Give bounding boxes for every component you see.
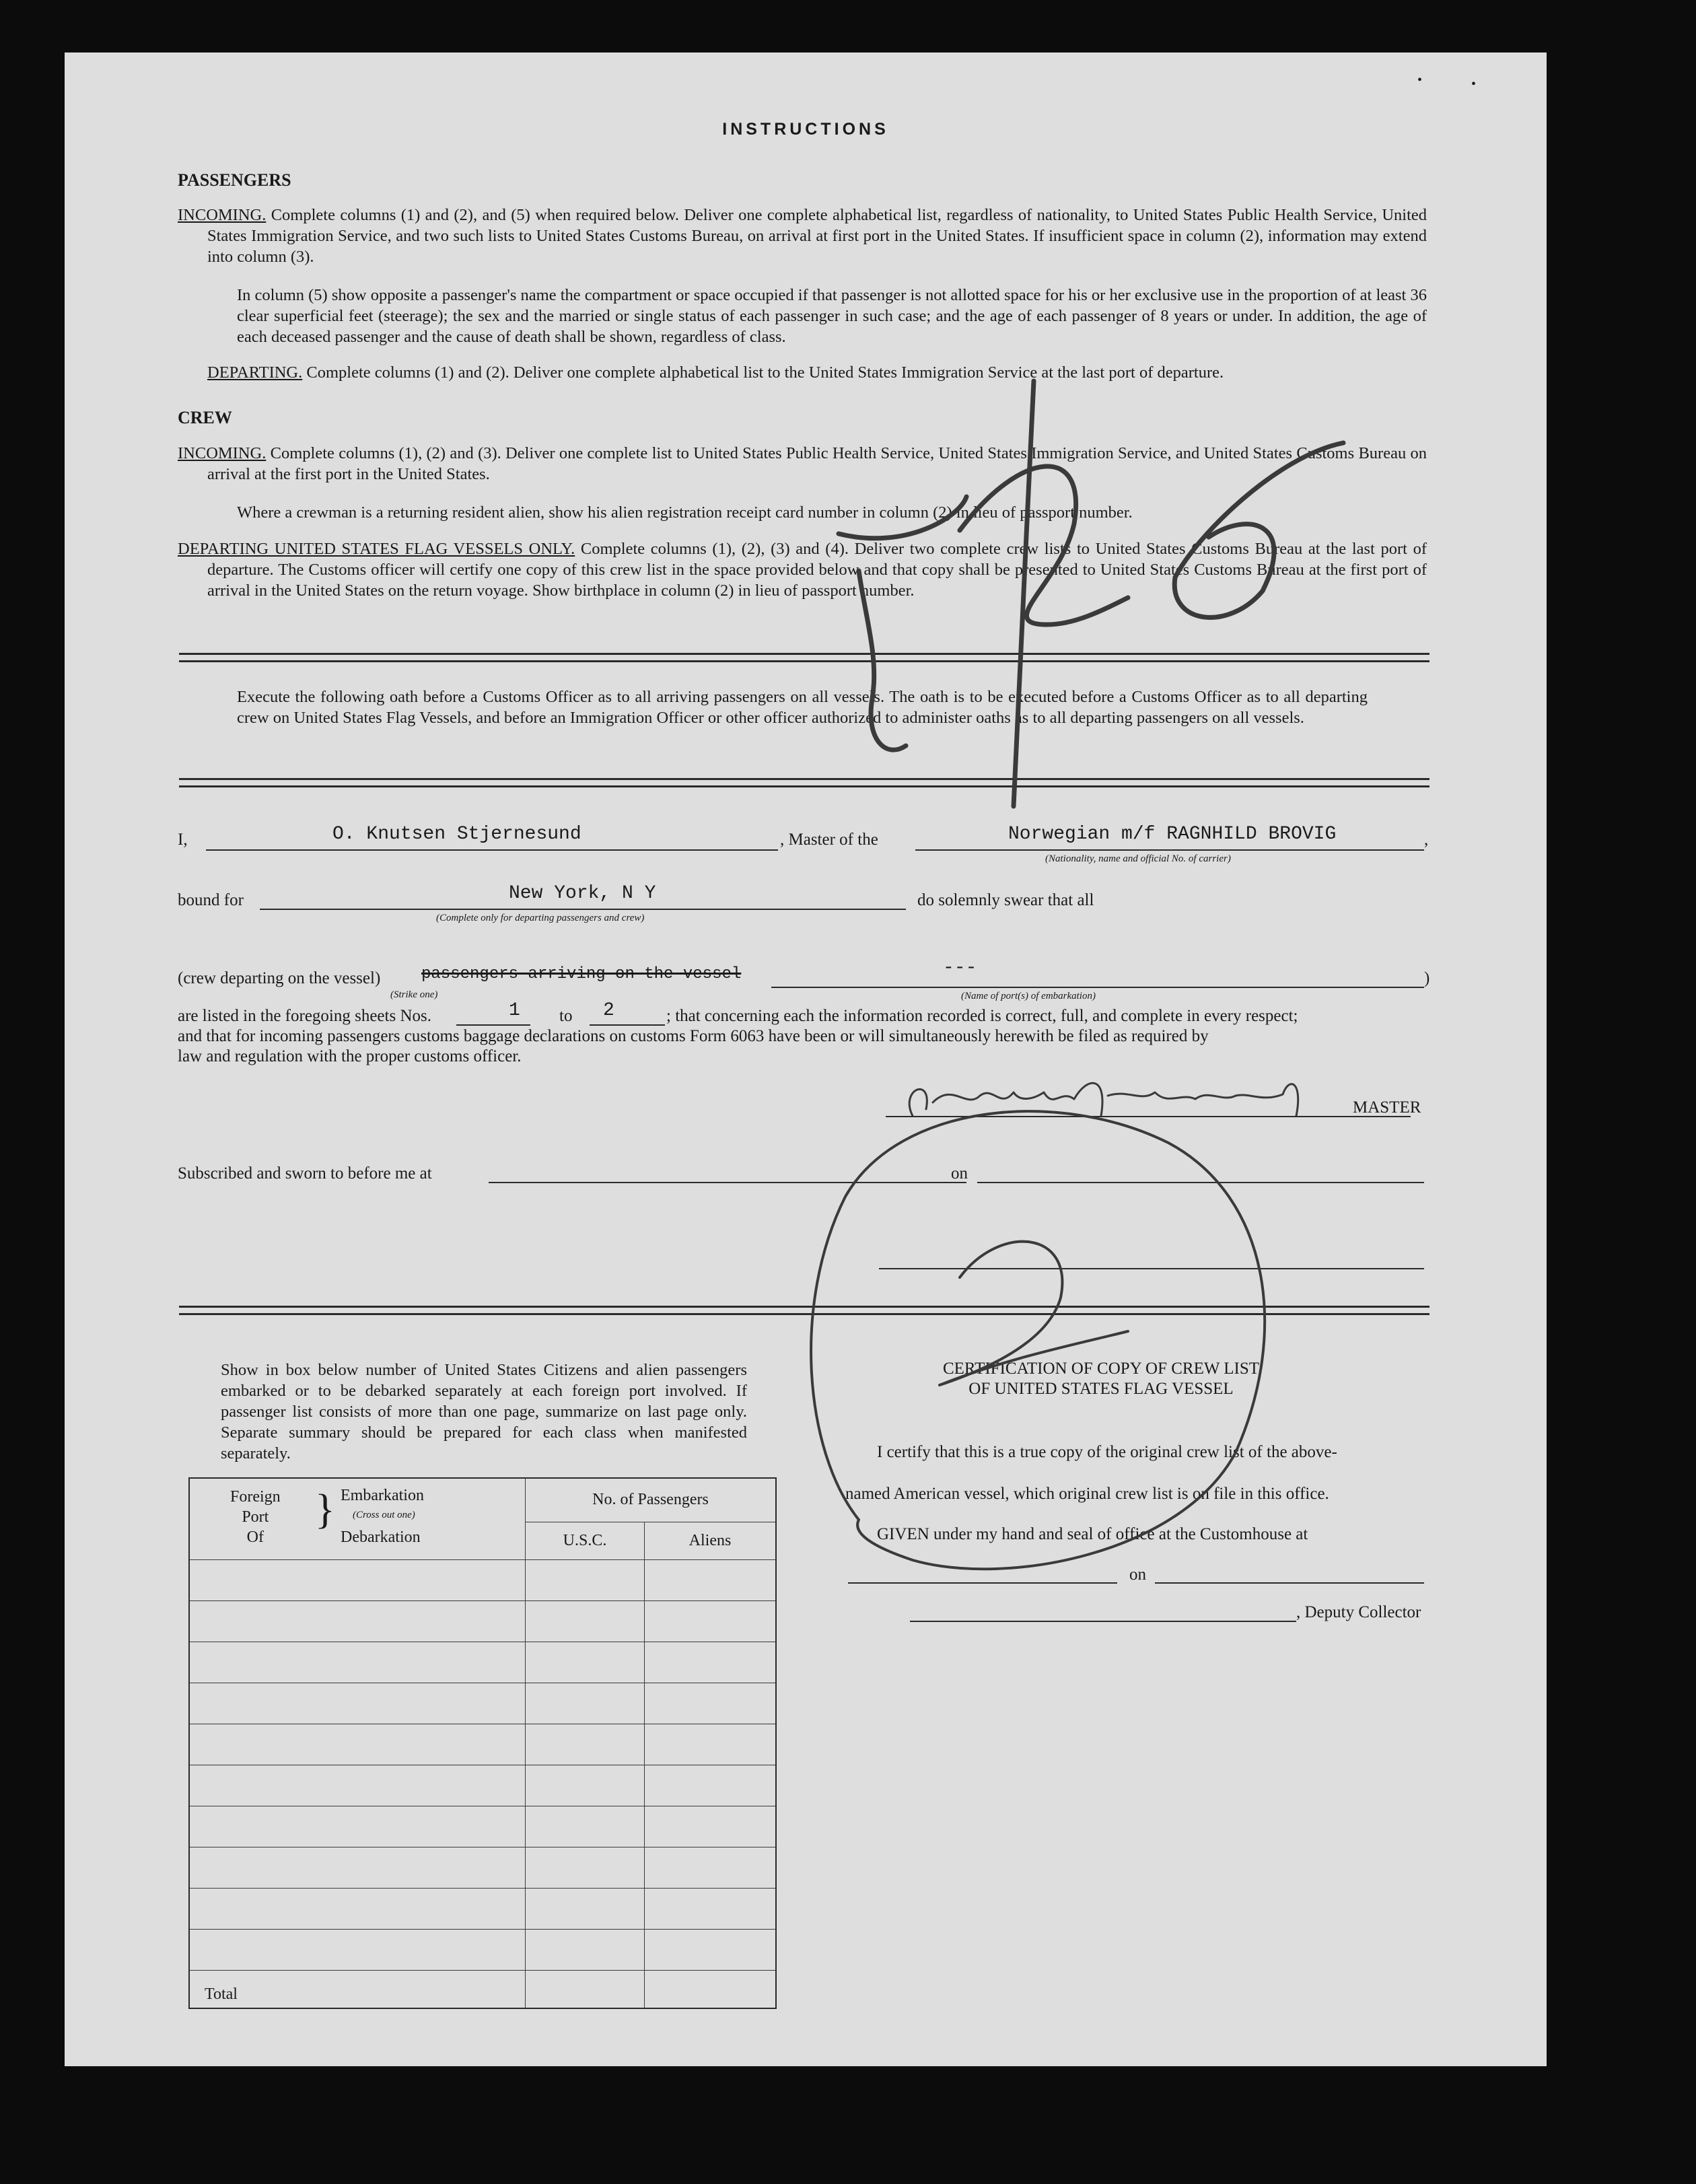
document-sheet bbox=[65, 52, 1547, 2066]
certification-heading-2: OF UNITED STATES FLAG VESSEL bbox=[968, 1380, 1234, 1398]
corner-mark: • bbox=[1417, 73, 1423, 87]
foreign-label: Foreign bbox=[230, 1488, 281, 1506]
of-label: Of bbox=[246, 1528, 264, 1546]
certification-line-3: GIVEN under my hand and seal of office at the Customhouse at bbox=[877, 1525, 1308, 1543]
circled-number bbox=[811, 1111, 1265, 1569]
pencil-stroke bbox=[1174, 443, 1343, 617]
listed-line3: law and regulation with the proper customs officer. bbox=[178, 1047, 522, 1065]
oath-instructions: Execute the following oath before a Customs Officer as to all arriving passengers on all vessels. The oath is to be executed before a Customs Officer as to all departing crew on United States Flag Vessels, and before an Immigration Officer or other officer authorized to administer oaths as to all departing passengers on all vessels. bbox=[237, 688, 1368, 727]
crew-incoming-label: INCOMING. bbox=[178, 444, 267, 462]
page-title: INSTRUCTIONS bbox=[722, 120, 889, 139]
destination-caption: (Complete only for departing passengers and crew) bbox=[436, 913, 645, 923]
subscribed-label: Subscribed and sworn to before me at bbox=[178, 1164, 432, 1183]
handwritten-annotations bbox=[65, 52, 1547, 2066]
brace: } bbox=[315, 1487, 335, 1533]
master-name-value: O. Knutsen Stjernesund bbox=[332, 824, 581, 845]
to-label: to bbox=[559, 1007, 573, 1025]
certification-on-label: on bbox=[1129, 1565, 1146, 1584]
certification-line-1: I certify that this is a true copy of the original crew list of the above- bbox=[877, 1443, 1337, 1461]
pencil-stroke bbox=[960, 466, 1128, 625]
certification-heading-1: CERTIFICATION OF COPY OF CREW LIST bbox=[942, 1360, 1260, 1378]
usc-header: U.S.C. bbox=[526, 1522, 645, 1559]
vessel-value: Norwegian m/f RAGNHILD BROVIG bbox=[1008, 824, 1337, 845]
debarkation-label: Debarkation bbox=[341, 1528, 421, 1546]
listed-line2: and that for incoming passengers customs baggage declarations on customs Form 6063 have been or will simultaneously herewith be filed as required by bbox=[178, 1027, 1209, 1045]
crew-departing-text: Complete columns (1), (2), (3) and (4). Deliver two complete crew lists to United States Customs Bureau at the last port of departure. The Customs officer will certify one copy of this crew list in the space provided below and that copy shall be presented to United States Customs Bureau at the first port of arrival in the United States on the return voyage. Show birthplace in column (2) in lieu of passport number. bbox=[207, 540, 1427, 600]
destination-value: New York, N Y bbox=[509, 883, 656, 904]
sheet-to-value: 2 bbox=[603, 1000, 614, 1021]
subscribed-on-label: on bbox=[951, 1164, 968, 1183]
pencil-stroke bbox=[859, 571, 906, 750]
port-label: Port bbox=[242, 1508, 269, 1526]
strike-caption: (Strike one) bbox=[390, 989, 438, 1000]
ports-caption: (Name of port(s) of embarkation) bbox=[961, 991, 1096, 1001]
crew-heading: CREW bbox=[178, 408, 232, 427]
corner-mark: • bbox=[1471, 77, 1477, 92]
passengers-departing-text: Complete columns (1) and (2). Deliver one complete alphabetical list to the United States Immigration Service at the last port of departure. bbox=[302, 363, 1224, 382]
pencil-stroke bbox=[839, 497, 966, 538]
pencil-stroke bbox=[1014, 381, 1034, 806]
embarkation-label: Embarkation bbox=[341, 1487, 424, 1504]
crew-departing-label: DEPARTING UNITED STATES FLAG VESSELS ONLY. bbox=[178, 540, 575, 558]
master-label: MASTER bbox=[1353, 1098, 1421, 1117]
struck-passengers-text: passengers arriving on the vessel bbox=[421, 965, 742, 983]
comma: , bbox=[1424, 831, 1429, 849]
crew-resident-paragraph: Where a crewman is a returning resident alien, show his alien registration receipt card number in column (2) in lieu of passport number. bbox=[237, 503, 1133, 522]
summary-instructions: Show in box below number of United States Citizens and alien passengers embarked or to be debarked separately at each foreign port involved. If passenger list consists of more than one page, summarize on last page only. Separate summary should be prepared for each class when manifested separately. bbox=[221, 1361, 747, 1463]
passengers-heading: PASSENGERS bbox=[178, 170, 291, 190]
total-label: Total bbox=[189, 1971, 526, 2008]
aliens-header: Aliens bbox=[645, 1522, 777, 1559]
ports-value: --- bbox=[943, 958, 977, 979]
passengers-incoming-label: INCOMING. bbox=[178, 206, 267, 224]
listed-rest: ; that concerning each the information recorded is correct, full, and complete in every respect; bbox=[666, 1007, 1298, 1025]
crew-incoming-text: Complete columns (1), (2) and (3). Deliver one complete list to United States Public Health Service, United States Immigration Service, and United States Customs Bureau on arrival at the first port in the United States. bbox=[207, 444, 1427, 483]
close-paren: ) bbox=[1424, 969, 1430, 987]
sheet-from-value: 1 bbox=[509, 1000, 520, 1021]
master-of-label: , Master of the bbox=[780, 831, 878, 849]
passengers-departing-label: DEPARTING. bbox=[207, 363, 303, 382]
deputy-collector-label: , Deputy Collector bbox=[1296, 1603, 1421, 1621]
certification-line-2: named American vessel, which original crew list is on file in this office. bbox=[845, 1485, 1329, 1503]
crew-departing-label: (crew departing on the vessel) bbox=[178, 969, 381, 987]
no-of-passengers-header: No. of Passengers bbox=[526, 1478, 777, 1522]
handwritten-two bbox=[940, 1242, 1128, 1385]
listed-label: are listed in the foregoing sheets Nos. bbox=[178, 1007, 431, 1025]
vessel-caption: (Nationality, name and official No. of carrier) bbox=[1045, 853, 1231, 864]
passengers-column5-paragraph: In column (5) show opposite a passenger's name the compartment or space occupied if that passenger is not allotted space for his or her exclusive use in the proportion of at least 36 clear superficial feet (steerage); the sex and the married or single status of each passenger in such case; and the age of each passenger of 8 years or under. In addition, the age of each deceased passenger and the cause of death shall be shown, regardless of class. bbox=[237, 286, 1427, 346]
cross-out-caption: (Cross out one) bbox=[353, 1510, 415, 1520]
passengers-incoming-text: Complete columns (1) and (2), and (5) when required below. Deliver one complete alphabetical list, regardless of nationality, to United States Public Health Service, United States Immigration Service, and two such lists to United States Customs Bureau, on arrival at first port in the United States. If insufficient space in column (2), information may extend into column (3). bbox=[207, 206, 1427, 266]
bound-for-label: bound for bbox=[178, 891, 244, 909]
swear-label: do solemnly swear that all bbox=[917, 891, 1094, 909]
oath-i-label: I, bbox=[178, 831, 188, 849]
